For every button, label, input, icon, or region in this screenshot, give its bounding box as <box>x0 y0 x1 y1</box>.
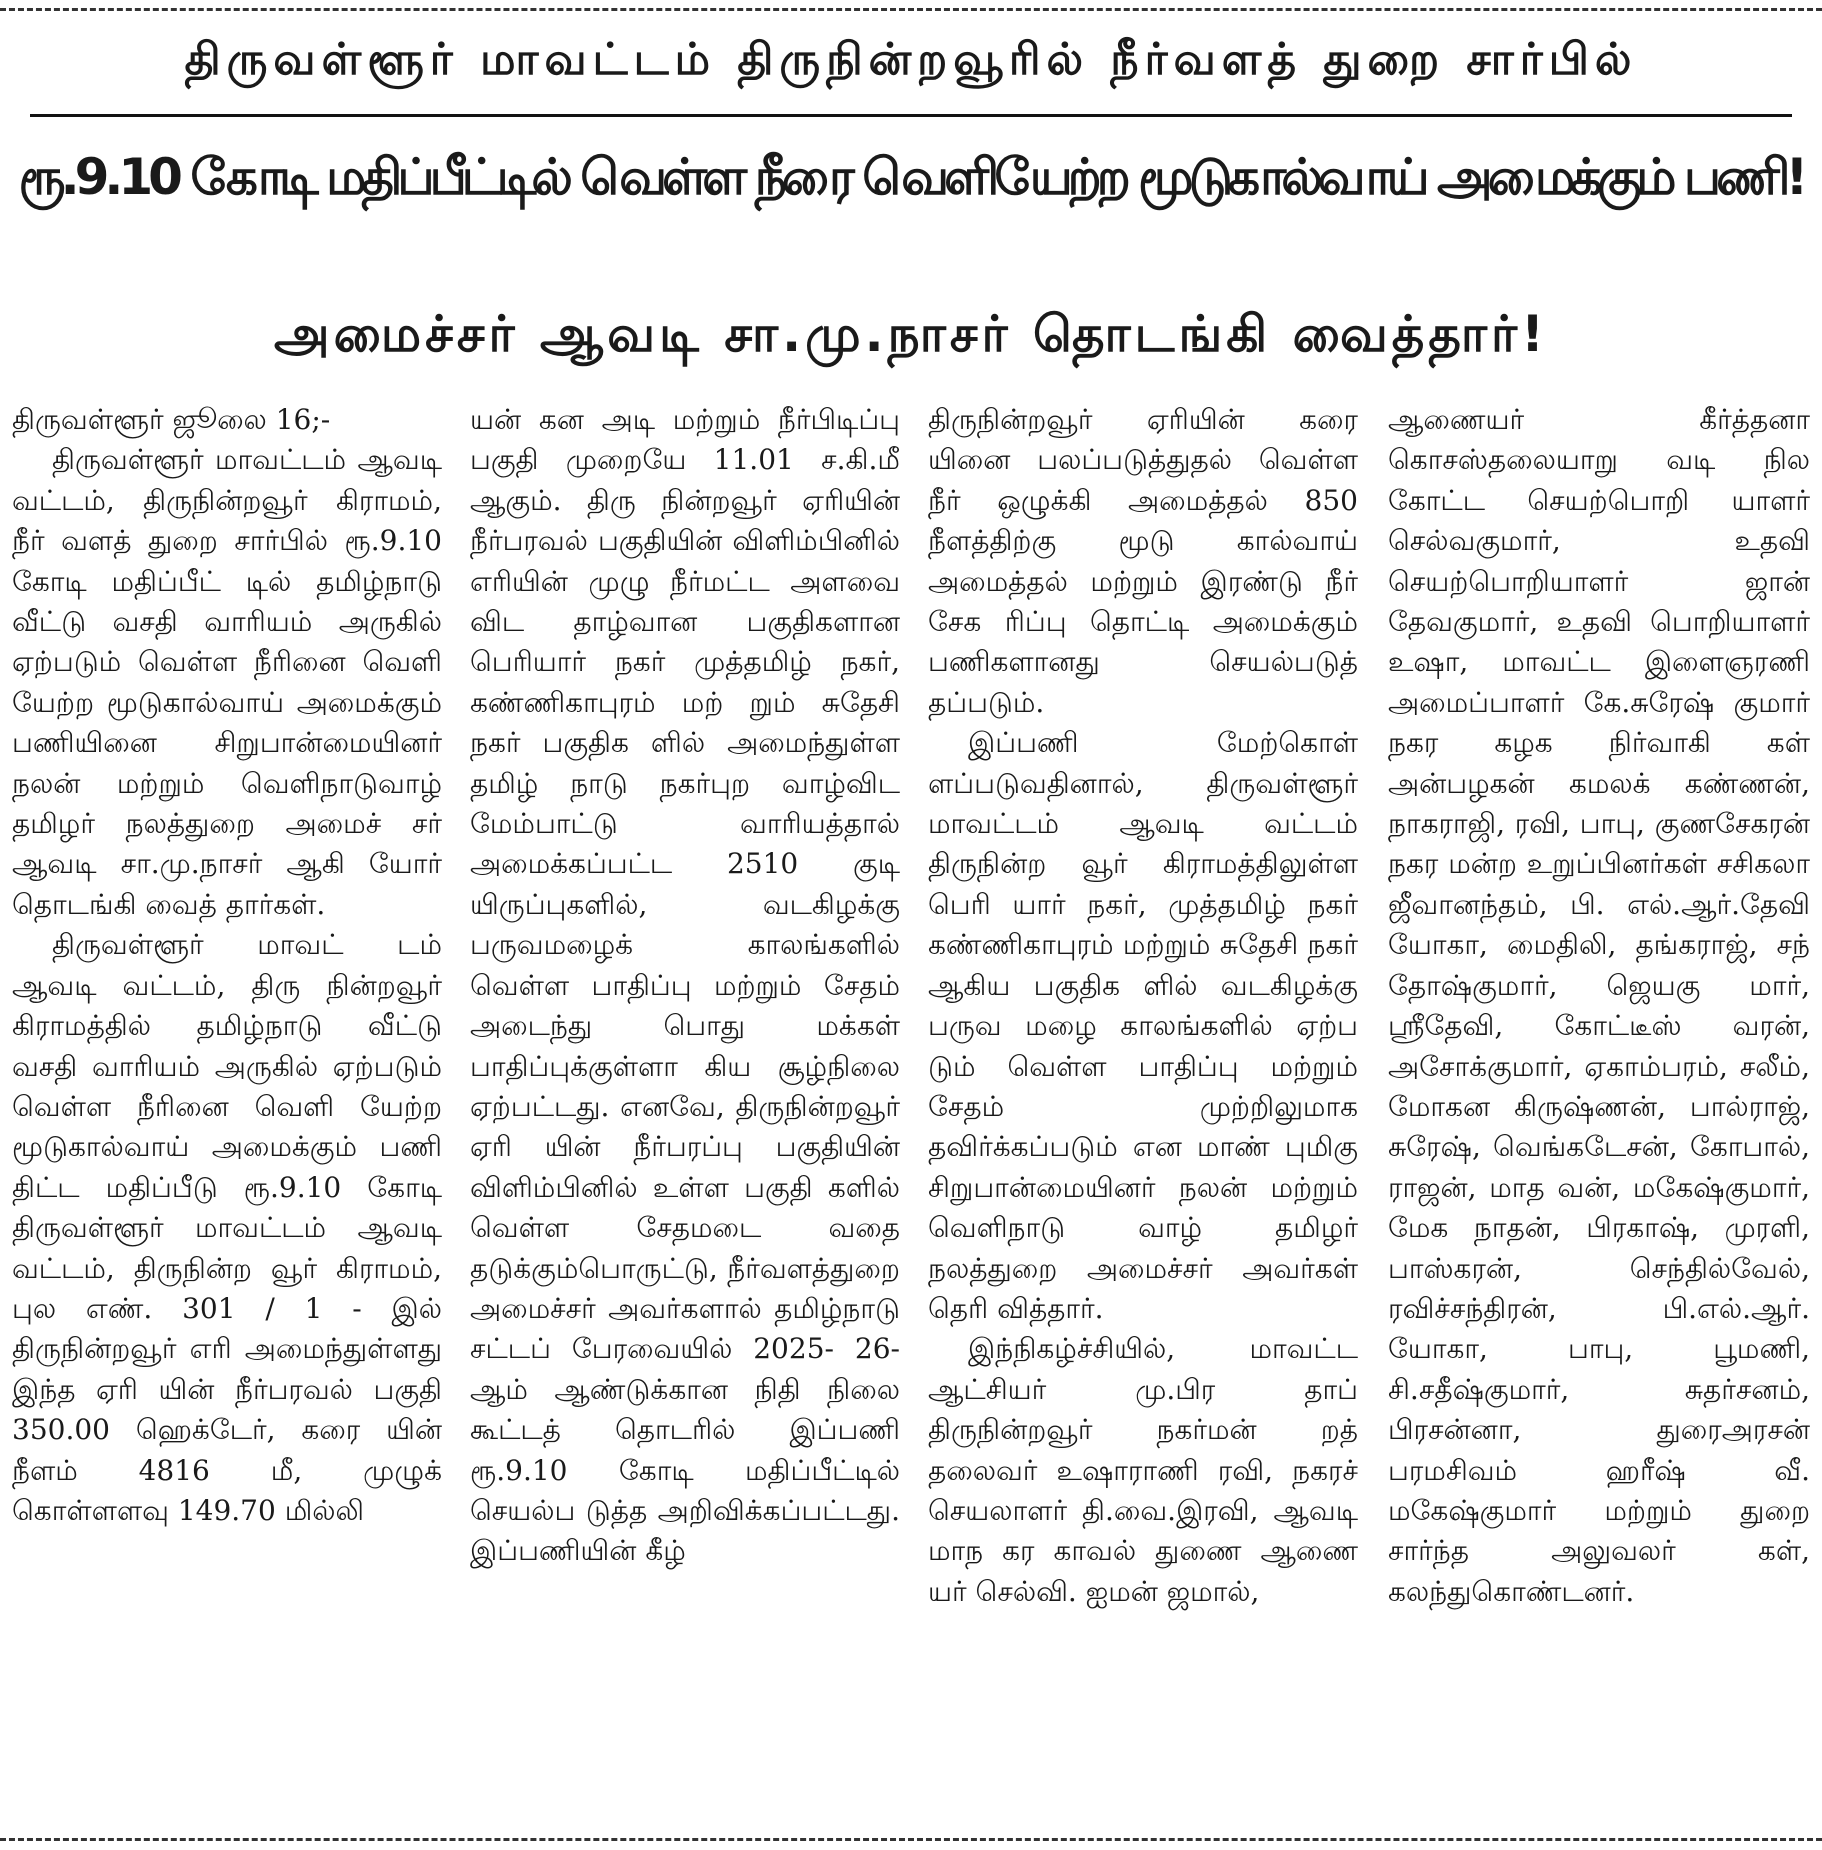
paragraph: திருவள்ளூர் மாவட்டம் ஆவடி வட்டம், திருநின்றவூர் கிராமம், நீர் வளத் துறை சார்பில் ரூ.9.10 கோடி மதிப்பீட் டில் தமிழ்நாடு வீட்டு வசதி வாரியம் அருகில் ஏற்படும் வெள்ள நீரினை வெளி யேற்ற மூடுகால்வாய் அமைக்கும் பணியினை சிறுபான்மையினர் நலன் மற்றும் வெளிநாடுவாழ் தமிழர் நலத்துறை அமைச் சர் ஆவடி சா.மு.நாசர் ஆகி யோர் தொடங்கி வைத் தார்கள். <box>12 443 442 921</box>
article-column-4 <box>1388 400 1810 1818</box>
kicker-headline: திருவள்ளூர் மாவட்டம் திருநின்றவூரில் நீர்வளத் துறை சார்பில் <box>184 34 1638 85</box>
article-column-1 <box>12 400 442 1818</box>
main-headline: ரூ.9.10 கோடி மதிப்பீட்டில் வெள்ள நீரை வெளியேற்ற மூடுகால்வாய் அமைக்கும் பணி! <box>18 148 1804 206</box>
dateline: திருவள்ளூர் ஜூலை 16;- <box>12 403 331 436</box>
bottom-dashed-border <box>0 1838 1822 1841</box>
article-body <box>12 400 1810 1818</box>
article-column-2 <box>470 400 900 1818</box>
top-dashed-border <box>0 8 1822 11</box>
paragraph: யன் கன அடி மற்றும் நீர்பிடிப்பு பகுதி முறையே 11.01 ச.கி.மீ ஆகும். திரு நின்றவூர் ஏரியின் நீர்பரவல் பகுதியின் விளிம்பினில் எரியின் முழு நீர்மட்ட அளவை விட தாழ்வான பகுதிகளான பெரியார் நகர் முத்தமிழ் நகர், கண்ணிகாபுரம் மற் றும் சுதேசி நகர் பகுதிக ளில் அமைந்துள்ள தமிழ் நாடு நகர்புற வாழ்விட மேம்பாட்டு வாரியத்தால் அமைக்கப்பட்ட 2510 குடி யிருப்புகளில், வடகிழக்கு பருவமழைக் காலங்களில் வெள்ள பாதிப்பு மற்றும் சேதம் அடைந்து பொது மக்கள் பாதிப்புக்குள்ளா கிய சூழ்நிலை ஏற்பட்டது. எனவே, திருநின்றவூர் ஏரி யின் நீர்பரப்பு பகுதியின் விளிம்பினில் உள்ள பகுதி களில் வெள்ள சேதமடை வதை தடுக்கும்பொருட்டு, நீர்வளத்துறை அமைச்சர் அவர்களால் தமிழ்நாடு சட்டப் பேரவையில் 2025- 26-ஆம் ஆண்டுக்கான நிதி நிலை கூட்டத் தொடரில் இப்பணி ரூ.9.10 கோடி மதிப்பீட்டில் செயல்ப டுத்த அறிவிக்கப்பட்டது. இப்பணியின் கீழ் <box>470 403 900 1568</box>
sub-headline: அமைச்சர் ஆவடி சா.மு.நாசர் தொடங்கி வைத்தார்! <box>274 305 1548 363</box>
kicker-underline <box>30 114 1792 117</box>
paragraph: திருவள்ளூர் மாவட் டம் ஆவடி வட்டம், திரு நின்றவூர் கிராமத்தில் தமிழ்நாடு வீட்டு வசதி வாரியம் அருகில் ஏற்படும் வெள்ள நீரினை வெளி யேற்ற மூடுகால்வாய் அமைக்கும் பணி திட்ட மதிப்பீடு ரூ.9.10 கோடி திருவள்ளூர் மாவட்டம் ஆவடி வட்டம், திருநின்ற வூர் கிராமம், புல எண். 301 / 1 - இல் திருநின்றவூர் எரி அமைந்துள்ளது இந்த ஏரி யின் நீர்பரவல் பகுதி 350.00 ஹெக்டேர், கரை யின் நீளம் 4816 மீ, முழுக் கொள்ளளவு 149.70 மில்லி <box>12 928 442 1527</box>
paragraph: இப்பணி மேற்கொள் ளப்படுவதினால், திருவள்ளூர் மாவட்டம் ஆவடி வட்டம் திருநின்ற வூர் கிராமத்திலுள்ள பெரி யார் நகர், முத்தமிழ் நகர் கண்ணிகாபுரம் மற்றும் சுதேசி நகர் ஆகிய பகுதிக ளில் வடகிழக்கு பருவ மழை காலங்களில் ஏற்ப டும் வெள்ள பாதிப்பு மற்றும் சேதம் முற்றிலுமாக தவிர்க்கப்படும் என மாண் புமிகு சிறுபான்மையினர் நலன் மற்றும் வெளிநாடு வாழ் தமிழர் நலத்துறை அமைச்சர் அவர்கள் தெரி வித்தார். <box>928 726 1358 1325</box>
paragraph: ஆணையர் கீர்த்தனா கொசஸ்தலையாறு வடி நில கோட்ட செயற்பொறி யாளர் செல்வகுமார், உதவி செயற்பொறியாளர் ஜான் தேவகுமார், உதவி பொறியாளர் உஷா, மாவட்ட இளைஞரணி அமைப்பாளர் கே.சுரேஷ் குமார் நகர கழக நிர்வாகி கள் அன்பழகன் கமலக் கண்ணன், நாகராஜி, ரவி, பாபு, குணசேகரன் நகர மன்ற உறுப்பினர்கள் சசிகலா ஜீவானந்தம், பி. எல்.ஆர்.தேவி யோகா, மைதிலி, தங்கராஜ், சந் தோஷ்குமார், ஜெயகு மார், ஸ்ரீதேவி, கோட்டீஸ் வரன், அசோக்குமார், ஏகாம்பரம், சலீம், மோகன கிருஷ்ணன், பால்ராஜ், சுரேஷ், வெங்கடேசன், கோபால், ராஜன், மாத வன், மகேஷ்குமார், மேக நாதன், பிரகாஷ், முரளி, பாஸ்கரன், செந்தில்வேல், ரவிச்சந்திரன், பி.எல்.ஆர். யோகா, பாபு, பூமணி, சி.சதீஷ்குமார், சுதர்சனம், பிரசன்னா, துரைஅரசன் பரமசிவம் ஹரீஷ் வீ. மகேஷ்குமார் மற்றும் துறை சார்ந்த அலுவலர் கள், கலந்துகொண்டனர். <box>1388 403 1810 1608</box>
article-column-3 <box>928 400 1358 1818</box>
paragraph: இந்நிகழ்ச்சியில், மாவட்ட ஆட்சியர் மு.பிர தாப் திருநின்றவூர் நகர்மன் றத் தலைவர் உஷாராணி ரவி, நகரச் செயலாளர் தி.வை.இரவி, ஆவடி மாந கர காவல் துணை ஆணை யர் செல்வி. ஐமன் ஜமால், <box>928 1332 1358 1608</box>
paragraph: திருநின்றவூர் ஏரியின் கரை யினை பலப்படுத்துதல் வெள்ள நீர் ஒழுக்கி அமைத்தல் 850 நீளத்திற்கு மூடு கால்வாய் அமைத்தல் மற்றும் இரண்டு நீர் சேக ரிப்பு தொட்டி அமைக்கும் பணிகளானது செயல்படுத் தப்படும். <box>928 403 1358 719</box>
